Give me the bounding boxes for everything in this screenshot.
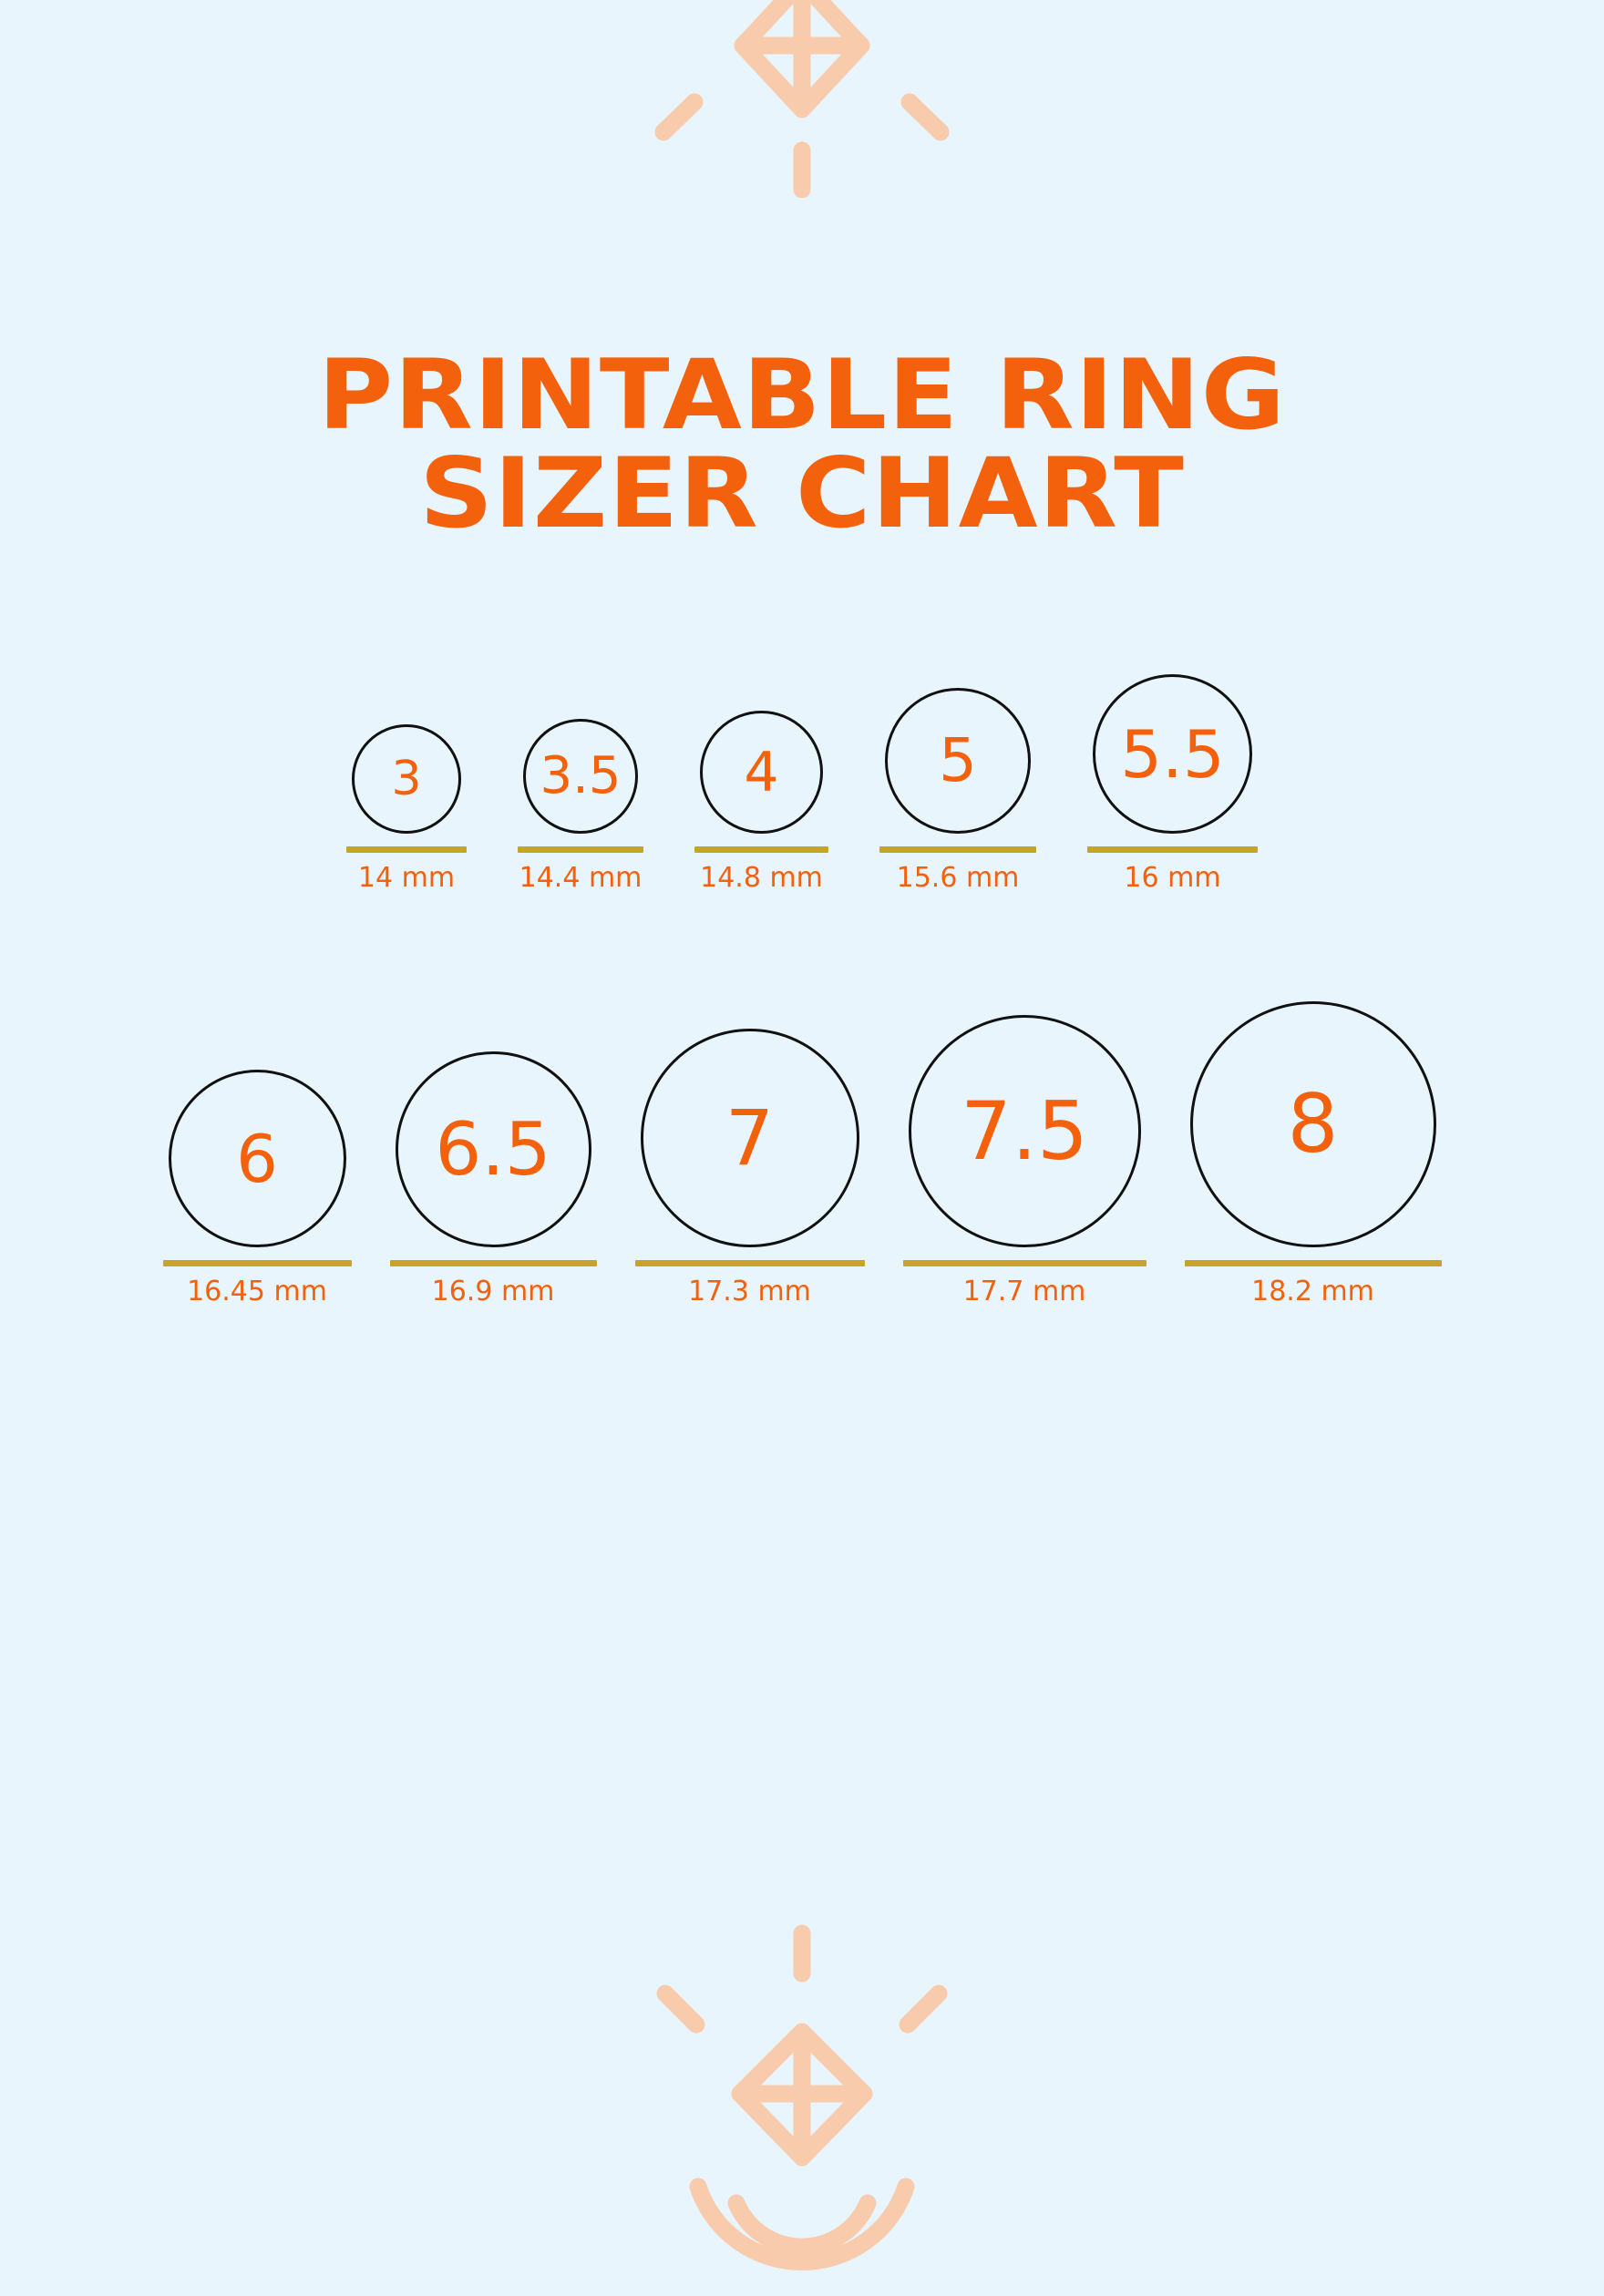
ring-circle (909, 1015, 1141, 1247)
ring-size-label: 7 (725, 1093, 775, 1183)
diamond-ring-icon (611, 0, 993, 237)
ring-circle (169, 1070, 346, 1247)
ring-diameter-label: 18.2 mm (1251, 1276, 1374, 1307)
ring-measure-rule (1087, 846, 1258, 853)
ring-circle (523, 719, 638, 834)
ring-circle-area (641, 1029, 859, 1247)
ring-size-cell (163, 1070, 352, 1307)
ring-circle (641, 1029, 859, 1247)
ring-size-label: 6 (236, 1120, 278, 1197)
ring-size-chart (0, 674, 1604, 1307)
ring-size-label: 5.5 (1120, 715, 1225, 793)
ring-diameter-label: 17.7 mm (962, 1276, 1086, 1307)
ring-circle-area (169, 1070, 346, 1247)
decor-bottom (0, 1913, 1604, 2296)
ring-diameter-label: 14.4 mm (519, 862, 643, 894)
ring-size-cell (346, 724, 467, 894)
ring-measure-rule (518, 846, 643, 853)
ring-circle (885, 688, 1031, 834)
ring-diameter-label: 17.3 mm (688, 1276, 811, 1307)
ring-size-cell (1185, 1001, 1442, 1307)
ring-size-cell (694, 711, 828, 894)
ring-size-cell (635, 1029, 865, 1307)
ring-circle-area (909, 1015, 1141, 1247)
ring-circle-area (352, 724, 461, 834)
ring-size-label: 7.5 (961, 1083, 1088, 1178)
title-line-1: PRINTABLE RING (317, 339, 1287, 451)
ring-circle-area (885, 688, 1031, 834)
ring-circle-area (396, 1051, 591, 1247)
ring-diameter-label: 16 mm (1124, 862, 1221, 894)
ring-size-cell (903, 1015, 1146, 1307)
ring-size-cell (390, 1051, 597, 1307)
ring-measure-rule (163, 1260, 352, 1266)
decor-top (0, 0, 1604, 237)
ring-size-row-large (0, 1001, 1604, 1307)
ring-size-cell (518, 719, 643, 894)
ring-circle-area (700, 711, 823, 834)
ring-size-label: 5 (939, 725, 977, 795)
ring-measure-rule (879, 846, 1036, 853)
ring-size-label: 4 (744, 740, 779, 805)
title-line-2: SIZER CHART (419, 437, 1185, 550)
ring-circle (352, 724, 461, 834)
ring-measure-rule (1185, 1260, 1442, 1266)
ring-circle-area (523, 719, 638, 834)
ring-measure-rule (694, 846, 828, 853)
ring-circle (396, 1051, 591, 1247)
ring-size-cell (1087, 674, 1258, 894)
ring-size-cell (879, 688, 1036, 894)
ring-size-label: 6.5 (435, 1106, 551, 1192)
ring-diameter-label: 15.6 mm (896, 862, 1020, 894)
ring-size-label: 8 (1287, 1077, 1339, 1171)
diamond-ring-icon (611, 1913, 993, 2296)
ring-measure-rule (903, 1260, 1146, 1266)
ring-circle (700, 711, 823, 834)
ring-diameter-label: 16.45 mm (187, 1276, 327, 1307)
ring-measure-rule (635, 1260, 865, 1266)
ring-circle (1093, 674, 1252, 834)
ring-circle (1190, 1001, 1436, 1247)
ring-measure-rule (390, 1260, 597, 1266)
page-title (0, 339, 1604, 550)
ring-size-label: 3.5 (540, 746, 622, 805)
ring-size-label: 3 (391, 752, 422, 806)
ring-size-row-small (0, 674, 1604, 894)
ring-measure-rule (346, 846, 467, 853)
ring-circle-area (1190, 1001, 1436, 1247)
ring-diameter-label: 16.9 mm (431, 1276, 555, 1307)
ring-diameter-label: 14.8 mm (700, 862, 823, 894)
ring-circle-area (1093, 674, 1252, 834)
ring-diameter-label: 14 mm (357, 862, 456, 894)
